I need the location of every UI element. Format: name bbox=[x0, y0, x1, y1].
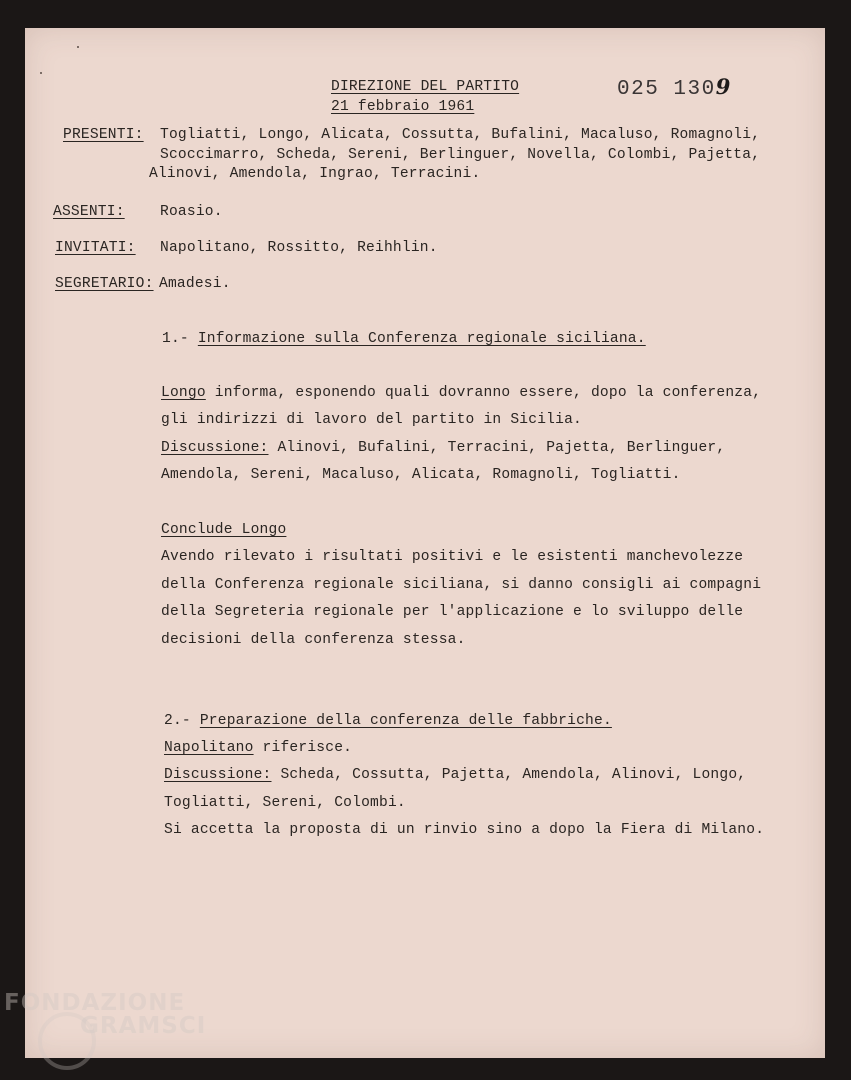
speaker-napolitano: Napolitano bbox=[164, 740, 254, 756]
paper-speck bbox=[40, 72, 42, 74]
document-date: 21 febbraio 1961 bbox=[331, 99, 475, 115]
discussione-names: Scheda, Cossutta, Pajetta, Amendola, Alinovi, Longo, bbox=[271, 767, 747, 783]
paper-speck bbox=[77, 46, 79, 48]
stamp-printed-number: 025 130 bbox=[617, 78, 716, 101]
section-2-discussione-line-1 bbox=[164, 767, 746, 783]
section-2-heading bbox=[164, 713, 612, 729]
section-2-title: Preparazione della conferenza delle fabbriche. bbox=[199, 713, 612, 729]
section-1-para-line-2: gli indirizzi di lavoro del partito in Sicilia. bbox=[161, 412, 583, 428]
section-1-para-line-1 bbox=[161, 385, 761, 401]
assenti-value: Roasio. bbox=[160, 204, 223, 220]
segretario-value: Amadesi. bbox=[159, 276, 231, 292]
discussione-names: Alinovi, Bufalini, Terracini, Pajetta, Berlinguer, bbox=[268, 440, 726, 456]
presenti-line-3: Alinovi, Amendola, Ingrao, Terracini. bbox=[149, 166, 481, 182]
section-1-heading bbox=[162, 331, 646, 347]
conclude-line-1: Avendo rilevato i risultati positivi e le esistenti manchevolezze bbox=[161, 549, 744, 565]
segretario-label: SEGRETARIO: bbox=[55, 276, 154, 292]
document-title: DIREZIONE DEL PARTITO bbox=[331, 79, 520, 95]
section-1-discussione-line-2: Amendola, Sereni, Macaluso, Alicata, Romagnoli, Togliatti. bbox=[161, 467, 681, 483]
conclude-label: Conclude Longo bbox=[161, 522, 287, 538]
archive-stamp-number bbox=[617, 74, 732, 101]
speaker-action: riferisce. bbox=[253, 740, 353, 756]
section-2-decision: Si accetta la proposta di un rinvio sino a dopo la Fiera di Milano. bbox=[164, 822, 765, 838]
section-1-title: Informazione sulla Conferenza regionale siciliana. bbox=[197, 331, 646, 347]
logo-line-2: GRAMSCI bbox=[80, 1013, 207, 1039]
section-1-discussione-line-1 bbox=[161, 440, 725, 456]
speaker-longo: Longo bbox=[161, 385, 206, 401]
section-2-number: 2.- bbox=[164, 713, 191, 729]
invitati-value: Napolitano, Rossitto, Reihhlin. bbox=[160, 240, 438, 256]
section-2-speaker-line bbox=[164, 740, 352, 756]
presenti-line-1: Togliatti, Longo, Alicata, Cossutta, Bufalini, Macaluso, Romagnoli, bbox=[160, 127, 761, 143]
discussione-label: Discussione: bbox=[164, 767, 272, 783]
fondazione-gramsci-logo bbox=[2, 990, 222, 1070]
conclude-line-3: della Segreteria regionale per l'applicazione e lo sviluppo delle bbox=[161, 604, 744, 620]
presenti-label: PRESENTI: bbox=[63, 127, 144, 143]
discussione-label: Discussione: bbox=[161, 440, 269, 456]
stamp-handwritten-digit: 9 bbox=[715, 74, 732, 99]
invitati-label: INVITATI: bbox=[55, 240, 136, 256]
assenti-label: ASSENTI: bbox=[53, 204, 125, 220]
section-1-para-text: informa, esponendo quali dovranno essere, dopo la conferenza, bbox=[205, 385, 762, 401]
section-2-discussione-line-2: Togliatti, Sereni, Colombi. bbox=[164, 795, 406, 811]
conclude-line-4: decisioni della conferenza stessa. bbox=[161, 632, 466, 648]
presenti-line-2: Scoccimarro, Scheda, Sereni, Berlinguer, Novella, Colombi, Pajetta, bbox=[160, 147, 761, 163]
document-page bbox=[25, 28, 825, 1058]
logo-line-1: FONDAZIONE bbox=[4, 990, 186, 1016]
conclude-line-2: della Conferenza regionale siciliana, si danno consigli ai compagni bbox=[161, 577, 762, 593]
section-1-number: 1.- bbox=[162, 331, 189, 347]
